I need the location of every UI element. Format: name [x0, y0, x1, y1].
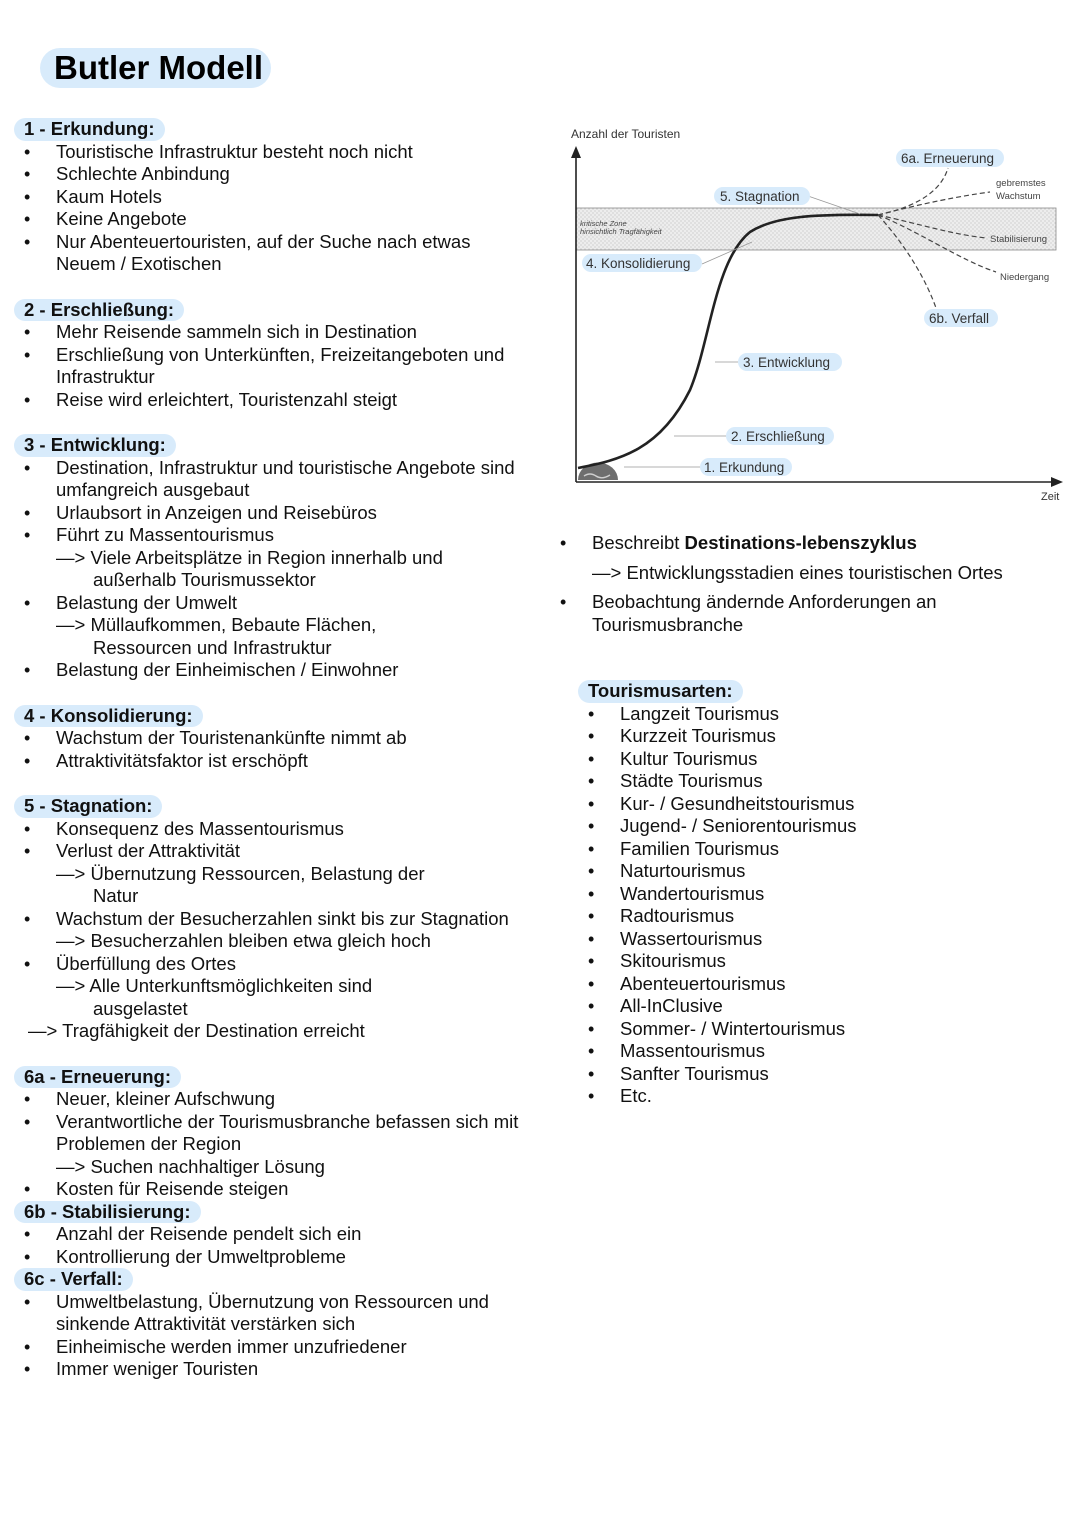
continuation-line: außerhalb Tourismussektor	[93, 569, 316, 590]
stage-text-stagnation: 5. Stagnation	[720, 189, 800, 204]
continuation-line: —> Übernutzung Ressourcen, Belastung der	[56, 862, 425, 884]
section-heading: 5 - Stagnation:	[14, 795, 162, 818]
bullet-dot: •	[588, 703, 595, 724]
list-item-text: Anzahl der Reisende pendelt sich ein	[56, 1223, 362, 1244]
bullet-dot: •	[24, 908, 31, 929]
stage-section	[14, 1201, 554, 1269]
bullet-dot: •	[588, 816, 595, 836]
bullet-dot: •	[588, 996, 595, 1016]
tourism-type-item	[578, 860, 1058, 883]
section-list	[14, 457, 554, 682]
list-item-text: Einheimische werden immer unzufriedener	[56, 1335, 407, 1357]
bullet-dot: •	[588, 793, 595, 814]
list-item	[14, 1291, 554, 1314]
section-heading: 3 - Entwicklung:	[14, 434, 176, 457]
list-item-text: Kosten für Reisende steigen	[56, 1178, 289, 1199]
bullet-dot: •	[24, 1224, 31, 1244]
tourism-type-text: Jugend- / Seniorentourismus	[620, 815, 857, 836]
bullet-dot: •	[588, 928, 595, 949]
tourism-type-item	[578, 928, 1058, 951]
bullet-dot: •	[560, 592, 567, 612]
list-item	[14, 1088, 554, 1111]
stage-text-erschliessung: 2. Erschließung	[731, 429, 825, 444]
list-item	[14, 1223, 554, 1246]
stage-text-erneuerung: 6a. Erneuerung	[901, 151, 995, 166]
list-item-text: Erschließung von Unterkünften, Freizeitangeboten und	[56, 343, 505, 365]
bullet-dot: •	[588, 726, 595, 746]
tourism-type-item	[578, 973, 1058, 996]
list-item	[14, 750, 554, 773]
section-list	[14, 727, 554, 772]
bullet-dot: •	[588, 1041, 595, 1061]
stage-text-konsolidierung: 4. Konsolidierung	[586, 256, 691, 271]
bullet-dot: •	[588, 771, 595, 791]
bullet-dot: •	[588, 861, 595, 881]
branch-label-niedergang: Niedergang	[1000, 272, 1050, 283]
tourism-type-text: All-InClusive	[620, 995, 723, 1016]
continuation-line: sinkende Attraktivität verstärken sich	[56, 1313, 356, 1334]
tourism-type-item	[578, 883, 1058, 906]
bullet-dot: •	[24, 818, 31, 839]
list-item-text: Touristische Infrastruktur besteht noch nicht	[56, 140, 413, 162]
stage-section	[14, 1268, 554, 1381]
list-item	[14, 1358, 554, 1381]
stage-text-erkundung: 1. Erkundung	[704, 460, 785, 475]
bullet-dot: •	[24, 231, 31, 252]
tourism-type-text: Familien Tourismus	[620, 837, 780, 859]
bullet-dot: •	[24, 841, 31, 861]
section-list	[14, 1088, 554, 1201]
section-heading: 6a - Erneuerung:	[14, 1066, 181, 1089]
tourism-type-item	[578, 995, 1058, 1018]
model-notes	[560, 532, 1080, 643]
critical-zone-label-line2: hinsichtlich Tragfähigkeit	[580, 227, 662, 236]
list-item	[14, 344, 554, 367]
list-item-text: Wachstum der Touristenankünfte nimmt ab	[56, 727, 407, 748]
bullet-dot: •	[24, 1291, 31, 1312]
bullet-dot: •	[24, 141, 31, 162]
bullet-dot: •	[24, 1179, 31, 1199]
list-item-text: Belastung der Einheimischen / Einwohner	[56, 659, 399, 680]
tourism-types-list	[578, 703, 1058, 1108]
list-item-text: Immer weniger Touristen	[56, 1358, 259, 1379]
page-title: Butler Modell	[40, 48, 271, 88]
list-item	[14, 208, 554, 231]
list-item-text: Kontrollierung der Umweltprobleme	[56, 1245, 346, 1267]
list-item-text: Destination, Infrastruktur und touristische Angebote sind	[56, 456, 515, 478]
tourism-type-text: Wassertourismus	[620, 927, 763, 949]
section-list	[14, 1223, 554, 1268]
list-item	[14, 321, 554, 344]
bullet-dot: •	[24, 164, 31, 184]
tourism-type-text: Etc.	[620, 1085, 652, 1106]
bullet-dot: •	[588, 951, 595, 971]
bullet-dot: •	[24, 592, 31, 613]
tourism-type-text: Kurzzeit Tourismus	[620, 725, 776, 746]
bullet-dot: •	[24, 1246, 31, 1267]
continuation-line: Problemen der Region	[56, 1133, 242, 1154]
bullet-dot: •	[24, 953, 31, 974]
bullet-dot: •	[24, 750, 31, 771]
conclusion-line: —> Tragfähigkeit der Destination erreicht	[28, 1020, 365, 1041]
continuation-line: Natur	[93, 885, 139, 906]
list-item	[14, 186, 554, 209]
bullet-dot: •	[588, 973, 595, 994]
bullet-dot: •	[588, 1018, 595, 1039]
tourism-type-text: Skitourismus	[620, 950, 726, 971]
tourism-type-item	[578, 725, 1058, 748]
stage-label-entwicklung	[738, 353, 842, 371]
stage-section	[14, 299, 554, 412]
list-item	[14, 908, 554, 931]
list-item	[14, 1246, 554, 1269]
bullet-dot: •	[24, 389, 31, 410]
tourism-type-text: Abenteuertourismus	[620, 972, 786, 994]
stage-label-erneuerung	[896, 149, 1004, 167]
list-item	[14, 1178, 554, 1201]
continuation-line: umfangreich ausgebaut	[56, 479, 250, 500]
bullet-dot: •	[24, 728, 31, 748]
branch-label-gebremstes-2: Wachstum	[996, 191, 1041, 202]
list-item-text: Umweltbelastung, Übernutzung von Ressourcen und	[56, 1290, 489, 1312]
list-item-text: Wachstum der Besucherzahlen sinkt bis zur Stagnation	[56, 907, 509, 929]
continuation-line: Neuem / Exotischen	[56, 253, 222, 274]
list-item-text: Neuer, kleiner Aufschwung	[56, 1088, 276, 1109]
bullet-dot: •	[24, 1336, 31, 1357]
bullet-dot: •	[588, 838, 595, 859]
tourism-type-item	[578, 703, 1058, 726]
list-item	[14, 163, 554, 186]
tourism-type-item	[578, 770, 1058, 793]
list-item	[14, 524, 554, 547]
stage-label-verfall	[924, 309, 998, 327]
tourism-type-item	[578, 905, 1058, 928]
note-item-requirements	[560, 591, 1080, 636]
tourism-type-text: Sommer- / Wintertourismus	[620, 1017, 846, 1039]
list-item	[14, 953, 554, 976]
list-item	[14, 141, 554, 164]
tourism-type-item	[578, 838, 1058, 861]
list-item-text: Schlechte Anbindung	[56, 163, 230, 184]
stage-section	[14, 1066, 554, 1201]
x-axis-label: Zeit	[1041, 491, 1060, 503]
tourism-type-text: Wandertourismus	[620, 882, 765, 904]
continuation-line: —> Müllaufkommen, Bebaute Flächen,	[56, 614, 377, 635]
tourism-type-text: Kultur Tourismus	[620, 747, 758, 769]
tourism-type-text: Radtourismus	[620, 905, 735, 926]
list-item	[14, 659, 554, 682]
y-axis-arrow	[571, 146, 581, 158]
stage-label-stagnation	[714, 187, 810, 205]
bullet-dot: •	[24, 209, 31, 229]
stage-text-verfall: 6b. Verfall	[929, 311, 990, 326]
tourism-type-item	[578, 1040, 1058, 1063]
bullet-dot: •	[24, 525, 31, 545]
list-item	[14, 840, 554, 863]
list-item	[14, 457, 554, 480]
section-list	[14, 321, 554, 411]
list-item-text: Attraktivitätsfaktor ist erschöpft	[56, 749, 308, 771]
continuation-line: —> Alle Unterkunftsmöglichkeiten sind	[56, 975, 373, 996]
tourism-type-item	[578, 793, 1058, 816]
section-heading: 1 - Erkundung:	[14, 118, 165, 141]
continuation-line: Ressourcen und Infrastruktur	[93, 636, 332, 658]
bullet-dot: •	[24, 344, 31, 365]
stage-text-entwicklung: 3. Entwicklung	[743, 355, 831, 370]
list-item	[14, 1336, 554, 1359]
critical-zone-label-line1: kritische Zone	[580, 219, 627, 228]
section-heading: 6b - Stabilisierung:	[14, 1201, 201, 1224]
bullet-dot: •	[588, 906, 595, 926]
list-item	[14, 727, 554, 750]
bullet-dot: •	[24, 186, 31, 207]
section-list	[14, 1291, 554, 1381]
section-heading: 4 - Konsolidierung:	[14, 705, 203, 728]
stages-column	[14, 118, 554, 1381]
continuation-line: Infrastruktur	[56, 366, 155, 387]
tourism-type-text: Sanfter Tourismus	[620, 1062, 769, 1084]
bullet-dot: •	[24, 1111, 31, 1132]
bullet-dot: •	[24, 1359, 31, 1379]
note-item-lifecycle	[560, 532, 1080, 584]
stage-section	[14, 795, 554, 1043]
list-item-text: Konsequenz des Massentourismus	[56, 817, 344, 839]
note-bold: Destinations-lebenszyklus	[684, 532, 917, 553]
stage-section	[14, 705, 554, 773]
section-list	[14, 818, 554, 1043]
tourism-type-text: Langzeit Tourismus	[620, 702, 780, 724]
tourism-type-text: Kur- / Gesundheitstourismus	[620, 792, 855, 814]
y-axis-label: Anzahl der Touristen	[571, 127, 681, 141]
list-item-text: Nur Abenteuertouristen, auf der Suche nach etwas	[56, 230, 471, 252]
tourism-types	[578, 680, 1058, 1108]
tourism-type-item	[578, 1085, 1058, 1108]
list-item	[14, 389, 554, 412]
bullet-dot: •	[588, 1086, 595, 1106]
list-item	[14, 231, 554, 254]
continuation-line: —> Suchen nachhaltiger Lösung	[56, 1155, 325, 1177]
bullet-dot: •	[560, 533, 567, 553]
stage-label-erkundung	[700, 458, 792, 476]
continuation-line: —> Viele Arbeitsplätze in Region innerhalb und	[56, 546, 443, 568]
section-heading: 6c - Verfall:	[14, 1268, 133, 1291]
tourism-type-text: Städte Tourismus	[620, 770, 763, 791]
list-item-text: Belastung der Umwelt	[56, 591, 237, 613]
list-item-text: Führt zu Massentourismus	[56, 524, 274, 545]
list-item	[14, 592, 554, 615]
list-item-text: Verlust der Attraktivität	[56, 840, 241, 861]
tourism-type-item	[578, 950, 1058, 973]
stage-section	[14, 118, 554, 276]
bullet-dot: •	[588, 883, 595, 904]
tourism-type-text: Naturtourismus	[620, 860, 746, 881]
list-item-text: Mehr Reisende sammeln sich in Destination	[56, 321, 417, 342]
section-list	[14, 141, 554, 276]
x-axis-arrow	[1051, 477, 1063, 487]
bullet-dot: •	[24, 660, 31, 680]
tourism-type-item	[578, 1063, 1058, 1086]
section-heading: 2 - Erschließung:	[14, 299, 184, 322]
note-sub: —> Entwicklungsstadien eines touristischen Ortes	[592, 561, 1003, 583]
tourism-type-item	[578, 815, 1058, 838]
bullet-dot: •	[588, 1063, 595, 1084]
stage-section	[14, 434, 554, 682]
butler-diagram	[560, 120, 1070, 515]
tourism-types-heading: Tourismusarten:	[578, 680, 743, 703]
list-item	[14, 502, 554, 525]
list-item-text: Urlaubsort in Anzeigen und Reisebüros	[56, 501, 377, 523]
stage-label-erschliessung	[726, 427, 834, 445]
bullet-dot: •	[24, 457, 31, 478]
bullet-dot: •	[24, 322, 31, 342]
tourism-type-item	[578, 1018, 1058, 1041]
continuation-line: ausgelastet	[93, 997, 188, 1019]
tourism-type-text: Massentourismus	[620, 1040, 765, 1061]
bullet-dot: •	[24, 502, 31, 523]
list-item-text: Keine Angebote	[56, 208, 187, 229]
bullet-dot: •	[24, 1089, 31, 1109]
bullet-dot: •	[588, 748, 595, 769]
list-item	[14, 818, 554, 841]
list-item	[14, 1111, 554, 1134]
list-item-text: Überfüllung des Ortes	[56, 952, 236, 974]
list-item-text: Reise wird erleichtert, Touristenzahl steigt	[56, 388, 398, 410]
stage-label-konsolidierung	[582, 254, 702, 272]
note-text: Beobachtung ändernde Anforderungen an Tourismusbranche	[592, 591, 937, 635]
list-item-text: Kaum Hotels	[56, 185, 162, 207]
continuation-line: —> Besucherzahlen bleiben etwa gleich hoch	[56, 930, 431, 951]
branch-label-gebremstes-1: gebremstes	[996, 178, 1046, 189]
branch-label-stabilisierung: Stabilisierung	[990, 234, 1048, 245]
list-item-text: Verantwortliche der Tourismusbranche befassen sich mit	[56, 1110, 519, 1132]
tourism-type-item	[578, 748, 1058, 771]
note-prefix: Beschreibt	[592, 532, 685, 553]
